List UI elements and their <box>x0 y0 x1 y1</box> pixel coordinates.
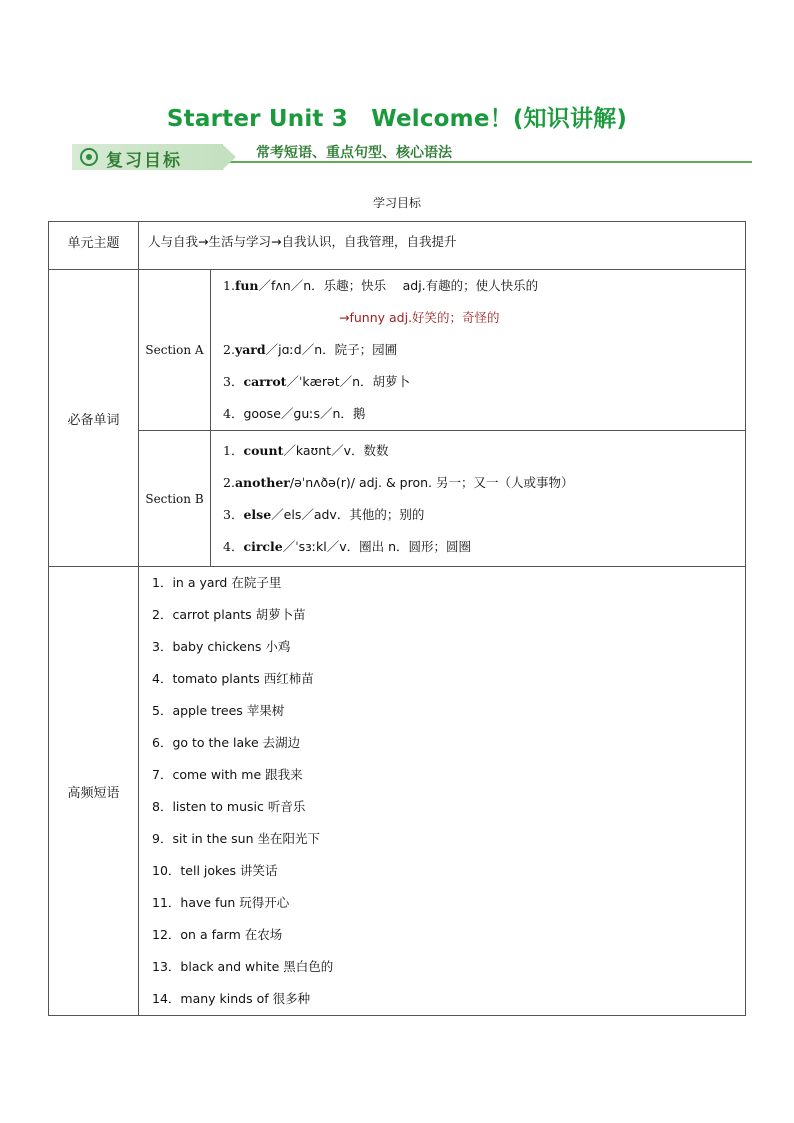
phrase-item: 5．apple trees 苹果树 <box>152 703 285 718</box>
vocab-item: 4．goose／ɡuːs／n．鹅 <box>223 406 366 421</box>
vocab-item: 4．circle／ˈsɜːkl／v．圈出 n．圆形；圆圈 <box>223 538 472 554</box>
phrase-item: 12．on a farm 在农场 <box>152 927 283 942</box>
vocab-item: 2.yard／jɑːd／n．院子；园圃 <box>223 342 398 357</box>
vocab-item: 1．count／kaʊnt／v．数数 <box>223 442 389 458</box>
banner-arrow-icon <box>222 144 236 170</box>
vocab-item: 1.fun／fʌn／n．乐趣；快乐 adj.有趣的；使人快乐的 <box>223 278 539 293</box>
phrases-list <box>139 567 746 1016</box>
banner-tab <box>72 144 223 170</box>
section-b-label: Section B <box>139 431 211 567</box>
theme-row <box>49 222 746 270</box>
phrase-item: 10．tell jokes 讲笑话 <box>152 863 278 878</box>
phrase-item: 4．tomato plants 西红柿苗 <box>152 671 314 686</box>
vocab-derivative: →funny adj.好笑的；奇怪的 <box>339 310 500 325</box>
learning-goals-table <box>48 221 746 1016</box>
target-icon <box>80 148 98 166</box>
banner-label: 复习目标 <box>106 151 182 171</box>
phrase-item: 14．many kinds of 很多种 <box>152 991 311 1006</box>
vocab-item: 2.another/əˈnʌðə(r)/ adj. & pron. 另一；又一（人或事物） <box>223 474 574 490</box>
vocab-row-a <box>49 270 746 431</box>
table-caption: 学习目标 <box>372 196 421 210</box>
theme-header: 单元主题 <box>49 222 139 270</box>
vocab-item: 3．else／els／adv．其他的；别的 <box>223 506 425 522</box>
vocab-header: 必备单词 <box>49 270 139 567</box>
phrase-item: 11．have fun 玩得开心 <box>152 895 290 910</box>
phrase-item: 7．come with me 跟我来 <box>152 767 303 782</box>
vocab-item: 3．carrot／ˈkærət／n．胡萝卜 <box>223 374 411 389</box>
page-title: Starter Unit 3 Welcome！(知识讲解) <box>166 106 628 132</box>
phrase-item: 9．sit in the sun 坐在阳光下 <box>152 831 320 846</box>
theme-text: 人与自我→生活与学习→自我认识，自我管理，自我提升 <box>139 222 746 270</box>
phrase-item: 1．in a yard 在院子里 <box>152 575 282 590</box>
phrase-item: 6．go to the lake 去湖边 <box>152 735 301 750</box>
phrase-item: 3．baby chickens 小鸡 <box>152 639 291 654</box>
section-banner <box>72 142 752 172</box>
phrase-item: 2．carrot plants 胡萝卜苗 <box>152 607 306 622</box>
section-b-words <box>211 431 746 567</box>
phrases-header: 高频短语 <box>49 567 139 1016</box>
banner-subtitle: 常考短语、重点句型、核心语法 <box>256 145 452 161</box>
phrase-item: 13．black and white 黑白色的 <box>152 959 334 974</box>
phrases-row <box>49 567 746 1016</box>
section-a-words <box>211 270 746 431</box>
vocab-row-b <box>49 431 746 567</box>
phrase-item: 8．listen to music 听音乐 <box>152 799 306 814</box>
section-a-label: Section A <box>139 270 211 431</box>
